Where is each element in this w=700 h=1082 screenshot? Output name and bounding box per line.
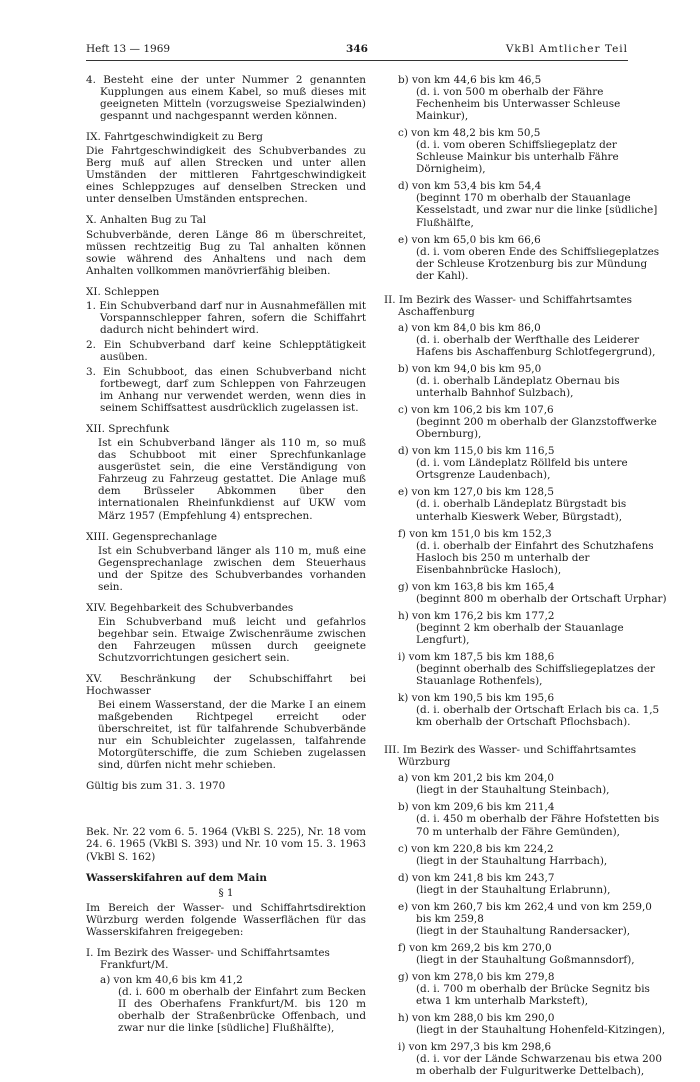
section-11-item-3: 3. Ein Schubboot, das einen Schubverband nicht fortbewegt, darf zum Schleppen von Fahrzeugen im Anhang nur verwendet werden, wenn dies in seinem Schiffsattest ausdrücklich zugelassen ist. [86,365,366,415]
list-item: c) von km 220,8 bis km 224,2 (liegt in der Stauhaltung Harrbach), [398,842,608,867]
list-item: a) von km 201,2 bis km 204,0 (liegt in der Stauhaltung Steinbach), [398,772,610,797]
list-item: f) von km 151,0 bis km 152,3 (d. i. oberhalb der Einfahrt des Schutzhafens Hasloch bis 250 m unterhalb der Eisenbahnbrücke Hasloch), [398,527,654,576]
validity-note: Gültig bis zum 31. 3. 1970 [86,780,226,793]
section-10-text: Schubverbände, deren Länge 86 m überschreitet, müssen rechtzeitig Bug zu Tal anhalten können sowie während des Anhaltens und nach dem Anhalten vollkommen manövrierfähig bleiben. [86,228,366,277]
district-1-item-a-detail: (d. i. 600 m oberhalb der Einfahrt zum Becken II des Oberhafens Frankfurt/M. bis 120 m oberhalb der Straßenbrücke Offenbach, und zwar nur die linke [südliche] Flußhälfte), [118,985,366,1035]
list-item: b) von km 209,6 bis km 211,4 (d. i. 450 m oberhalb der Fähre Hofstetten bis 70 m unterhalb der Fähre Gemünden), [398,801,660,838]
section-12-text: Ist ein Schubverband länger als 110 m, so muß das Schubboot mit einer Sprechfunkanlage ausgerüstet sein, die eine Verständigung von Fahrzeug zu Fahrzeug gestattet. Die Anlage muß dem Brüsseler Abkommen über den internationalen Rheinfunkdienst auf UKW vom März 1957 (Empfehlung 4) entsprechen. [98,437,366,522]
list-item: e) von km 260,7 bis km 262,4 und von km 259,0 bis km 259,8 (liegt in der Stauhaltung Randersacker), [398,900,652,937]
list-item: c) von km 48,2 bis km 50,5 (d. i. vom oberen Schiffsliegeplatz der Schleuse Mainkur bis unterhalb Fähre Dörnigheim), [398,127,619,176]
list-item: g) von km 163,8 bis km 165,4 (beginnt 800 m oberhalb der Ortschaft Urphar) [398,580,667,605]
section-10-title: X. Anhalten Bug zu Tal [86,214,207,227]
list-item: i) von km 297,3 bis km 298,6 (d. i. vor der Lände Schwarzenau bis etwa 200 m oberhalb der Fulguritwerke Dettelbach), [398,1041,662,1078]
issue-label: Heft 13 — 1969 [86,43,171,55]
district-1-title: I. Im Bezirk des Wasser- und Schiffahrtsamtes Frankfurt/M. [86,946,330,971]
list-item: b) von km 94,0 bis km 95,0 (d. i. oberhalb Ländeplatz Obernau bis unterhalb Bahnhof Sulzbach), [398,362,620,400]
district-1-list [384,74,667,282]
list-item: i) vom km 187,5 bis km 188,6 (beginnt oberhalb des Schiffsliegeplatzes der Stauanlage Rothenfels), [398,650,655,688]
district-2-title: II. Im Bezirk des Wasser- und Schiffahrtsamtes Aschaffenburg [384,293,632,318]
section-14-text: Ein Schubverband muß leicht und gefahrlos begehbar sein. Etwaige Zwischenräume zwischen den Fahrzeugen müssen durch geeignete Schutzvorrichtungen gesichert sein. [98,615,366,664]
section-11-item-2: 2. Ein Schubverband darf keine Schlepptätigkeit ausüben. [86,338,366,363]
section-15-title: XV. Beschränkung der Schubschiffahrt bei Hochwasser [86,673,366,698]
list-item: d) von km 241,8 bis km 243,7 (liegt in der Stauhaltung Erlabrunn), [398,871,611,896]
intro-text: Im Bereich der Wasser- und Schiffahrtsdirektion Würzburg werden folgende Wasserflächen für das Wasserskifahren freigegeben: [86,901,366,938]
section-13-text: Ist ein Schubverband länger als 110 m, muß eine Gegensprechanlage zwischen dem Steuerhaus und der Spitze des Schubverbandes vorhanden sein. [98,544,366,593]
section-15-text: Bei einem Wasserstand, der die Marke I an einem maßgebenden Richtpegel erreicht oder überschreitet, ist für talfahrende Schubverbände nur ein Schubleichter zugelassen, talfahrende Motorgüterschiffe, die zum Schieben zugelassen sind, dürfen nicht mehr schieben. [98,699,366,772]
list-item: d) von km 53,4 bis km 54,4 (beginnt 170 m oberhalb der Stauanlage Kesselstadt, und zwar nur die linke [südliche] Flußhälfte, [398,180,658,229]
section-11-item-1: 1. Ein Schubverband darf nur in Ausnahmefällen mit Vorspannschlepper fahren, sofern die Schiffahrt dadurch nicht behindert wird. [86,299,366,336]
announcement-reference: Bek. Nr. 22 vom 6. 5. 1964 (VkBl S. 225), Nr. 18 vom 24. 6. 1965 (VkBl S. 393) und Nr. 10 vom 15. 3. 1963 (VkBl S. 162) [86,826,366,863]
list-item: h) von km 176,2 bis km 177,2 (beginnt 2 km oberhalb der Stauanlage Lengfurt), [398,609,624,646]
page-number: 346 [346,43,368,55]
district-3-title: III. Im Bezirk des Wasser- und Schiffahrtsamtes Würzburg [384,744,637,769]
district-3-list [384,772,667,1077]
list-item: c) von km 106,2 bis km 107,6 (beginnt 200 m oberhalb der Glanzstoffwerke Obernburg), [398,404,657,441]
district-1-item-a-head: a) von km 40,6 bis km 41,2 [100,973,243,986]
main-title: Wasserskifahren auf dem Main [86,871,267,884]
section-14-title: XIV. Begehbarkeit des Schubverbandes [86,601,294,614]
list-item: d) von km 115,0 bis km 116,5 (d. i. vom Ländeplatz Röllfeld bis untere Ortsgrenze Laudenbach), [398,445,628,482]
list-item: g) von km 278,0 bis km 279,8 (d. i. 700 m oberhalb der Brücke Segnitz bis etwa 1 km unterhalb Marksteft), [398,971,650,1008]
list-item: e) von km 127,0 bis km 128,5 (d. i. oberhalb Ländeplatz Bürgstadt bis unterhalb Kieswerk Weber, Bürgstadt), [398,486,627,523]
publication-title: VkBl Amtlicher Teil [505,43,628,55]
item-4: 4. Besteht eine der unter Nummer 2 genannten Kupplungen aus einem Kabel, so muß dieses mit geeigneten Mitteln (vorzugsweise Spezialwinden) gespannt und nachgespannt werden können. [86,74,366,123]
list-item: a) von km 84,0 bis km 86,0 (d. i. oberhalb der Werfthalle des Leiderer Hafens bis Aschaffenburg Schlotfegergrund), [398,321,656,358]
district-2-list [384,322,667,728]
list-item: h) von km 288,0 bis km 290,0 (liegt in der Stauhaltung Hohenfeld-Kitzingen), [398,1012,666,1037]
header-divider [86,60,628,61]
section-9-title: IX. Fahrtgeschwindigkeit zu Berg [86,131,263,144]
right-column [384,74,667,1082]
section-9-text: Die Fahrtgeschwindigkeit des Schubverbandes zu Berg muß auf allen Strecken und unter allen Umständen der mittleren Fahrtgeschwindigkeit eines Schleppzuges auf denselben Strecken und unter denselben Umständen entsprechen. [86,145,366,206]
paragraph-symbol: § 1 [218,886,234,899]
list-item: b) von km 44,6 bis km 46,5 (d. i. von 500 m oberhalb der Fähre Fechenheim bis Unterwasser Schleuse Mainkur), [398,74,621,123]
list-item: e) von km 65,0 bis km 66,6 (d. i. vom oberen Ende des Schiffsliegeplatzes der Schleuse Krotzenburg bis zur Mündung der Kahl). [398,233,660,282]
page-header [86,43,628,61]
list-item: k) von km 190,5 bis km 195,6 (d. i. oberhalb der Ortschaft Erlach bis ca. 1,5 km oberhalb der Ortschaft Pflochsbach). [398,692,660,729]
section-12-title: XII. Sprechfunk [86,423,170,436]
list-item: f) von km 269,2 bis km 270,0 (liegt in der Stauhaltung Goßmannsdorf), [398,941,635,966]
left-column [86,74,366,1043]
section-13-title: XIII. Gegensprechanlage [86,530,218,543]
section-11-title: XI. Schleppen [86,285,160,298]
